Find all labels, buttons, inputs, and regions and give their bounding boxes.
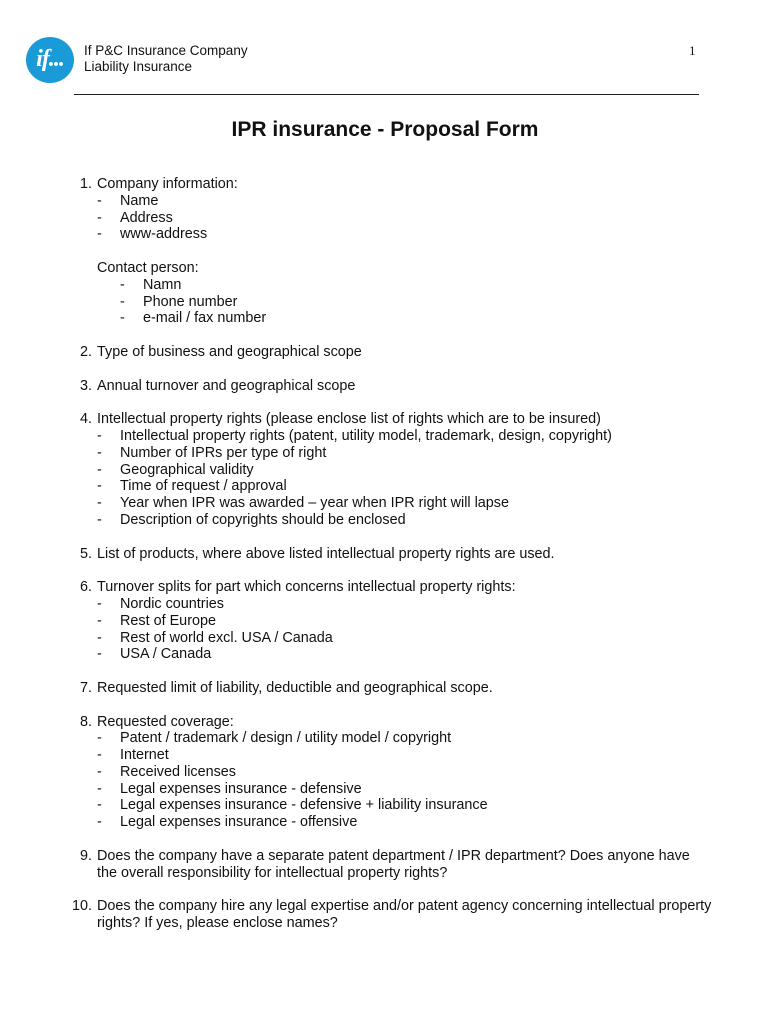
contact-person-label: Contact person: — [97, 259, 199, 276]
question-item-7 — [72, 680, 712, 697]
header-divider — [74, 94, 699, 95]
question-item-9 — [72, 848, 712, 882]
question-text: Company information: — [97, 176, 238, 192]
contact-person-block — [97, 260, 712, 327]
logo-text: if... — [36, 45, 64, 72]
sub-item: - Intellectual property rights (patent, utility model, trademark, design, copyright) — [97, 428, 712, 445]
sub-item: - Nordic countries — [97, 596, 712, 613]
sub-item: - Name — [97, 193, 712, 210]
company-department: Liability Insurance — [84, 59, 193, 74]
sub-item: - Legal expenses insurance - defensive + liability insurance — [97, 797, 712, 814]
question-item-2 — [72, 344, 712, 361]
sub-item: - Internet — [97, 747, 712, 764]
sub-item: - Legal expenses insurance - defensive — [97, 781, 712, 798]
question-number: 6. — [79, 579, 92, 596]
contact-sub-item: - Namn — [120, 277, 712, 294]
contact-sub-item: - e-mail / fax number — [120, 310, 712, 327]
company-info — [84, 43, 248, 75]
question-text: Does the company have a separate patent department / IPR department? Does anyone have the overall responsibility for intellectual property rights? — [97, 847, 690, 881]
sub-item: - www-address — [97, 226, 712, 243]
sub-item: - Year when IPR was awarded – year when IPR right will lapse — [97, 495, 712, 512]
sub-item: - Description of copyrights should be enclosed — [97, 512, 712, 529]
question-text: Does the company hire any legal expertise and/or patent agency concerning intellectual property rights? If yes, please enclose names? — [97, 898, 712, 932]
sub-item: - USA / Canada — [97, 646, 712, 663]
sub-item: - Rest of Europe — [97, 613, 712, 630]
question-text: Turnover splits for part which concerns intellectual property rights: — [97, 579, 516, 596]
question-item-1 — [72, 176, 712, 327]
page-number: 1 — [689, 43, 696, 58]
sub-item: - Time of request / approval — [97, 478, 712, 495]
question-text: Requested coverage: — [97, 713, 234, 730]
question-item-3 — [72, 378, 712, 395]
question-text: Requested limit of liability, deductible and geographical scope. — [97, 679, 493, 696]
question-text: List of products, where above listed intellectual property rights are used. — [97, 545, 555, 562]
question-number: 10. — [72, 898, 93, 915]
question-number: 7. — [79, 679, 92, 696]
sub-item: - Patent / trademark / design / utility model / copyright — [97, 730, 712, 747]
company-name: If P&C Insurance Company — [84, 43, 248, 58]
question-number: 4. — [79, 411, 92, 428]
question-number: 8. — [79, 713, 92, 730]
sub-item: - Received licenses — [97, 764, 712, 781]
question-number: 5. — [79, 545, 92, 562]
question-item-5 — [72, 546, 712, 563]
question-item-4 — [72, 411, 712, 529]
sub-item: - Geographical validity — [97, 462, 712, 479]
form-question-list — [72, 176, 712, 949]
question-text: Type of business and geographical scope — [97, 343, 362, 360]
question-number: 9. — [79, 847, 92, 864]
question-item-6 — [72, 579, 712, 663]
question-item-10 — [72, 898, 712, 932]
question-text: Annual turnover and geographical scope — [97, 377, 356, 394]
question-number: 3. — [79, 377, 92, 394]
if-logo — [26, 37, 74, 83]
sub-item: - Address — [97, 210, 712, 227]
sub-item: - Rest of world excl. USA / Canada — [97, 630, 712, 647]
sub-item: - Legal expenses insurance - offensive — [97, 814, 712, 831]
question-item-8 — [72, 714, 712, 832]
contact-sub-item: - Phone number — [120, 294, 712, 311]
question-text: Intellectual property rights (please enclose list of rights which are to be insured) — [97, 411, 601, 428]
question-number: 2. — [79, 343, 92, 360]
question-number: 1. — [79, 176, 92, 192]
sub-item: - Number of IPRs per type of right — [97, 445, 712, 462]
page-title: IPR insurance - Proposal Form — [231, 118, 539, 141]
